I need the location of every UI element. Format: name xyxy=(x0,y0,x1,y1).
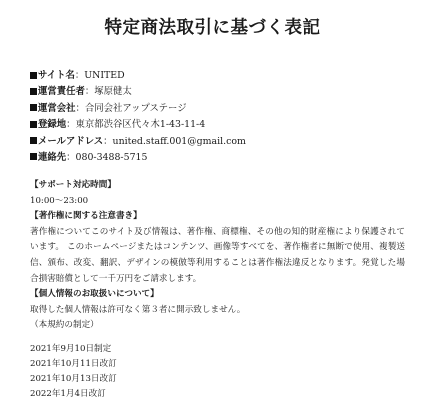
info-value: ：東京都渋谷区代々木1-43-11-4 xyxy=(66,119,206,131)
bullet-square-icon xyxy=(30,121,37,128)
info-label: 登録地 xyxy=(38,119,67,131)
bullet-square-icon xyxy=(30,153,37,160)
business-info-list xyxy=(30,68,410,166)
info-label: 運営責任者 xyxy=(38,86,85,98)
support-hours-heading: 【サポート対応時間】 xyxy=(30,180,116,190)
info-value: ：合同会社アップステージ xyxy=(75,102,187,114)
info-value: ：塚原健太 xyxy=(84,86,132,98)
revision-date: 2021年9月10日制定 xyxy=(30,344,112,354)
info-row-email xyxy=(30,134,410,150)
info-value: ：united.staff.001@gmail.com xyxy=(103,135,246,147)
copyright-heading: 【著作権に関する注意書き】 xyxy=(30,211,142,222)
page-title: 特定商法取引に基づく表記 xyxy=(104,18,321,38)
privacy-note: （本規約の制定） xyxy=(30,320,99,331)
revision-date: 2022年1月4日改訂 xyxy=(30,389,106,400)
info-row-phone xyxy=(30,150,410,166)
support-hours-text: 10:00～23:00 xyxy=(30,195,89,206)
info-row-address xyxy=(30,117,410,133)
info-value: ：080-3488-5715 xyxy=(66,151,148,163)
bullet-square-icon xyxy=(30,88,37,95)
info-value: ：UNITED xyxy=(74,70,125,81)
info-label: サイト名 xyxy=(38,70,75,81)
info-label: 運営会社 xyxy=(38,102,76,114)
privacy-text: 取得した個人情報は許可なく第３者に開示致しません。 xyxy=(30,304,246,315)
policy-body xyxy=(30,178,405,334)
bullet-square-icon xyxy=(30,104,37,111)
revision-date: 2021年10月13日改訂 xyxy=(30,374,117,385)
copyright-text: 著作権についてこのサイト及び情報は、著作権、商標権、その他の知的財産権により保護されています。 このホームページまたはコンテンツ、画像等すべてを、著作権者に無断で使用、複製送信、頒布、改変、翻訳、デザインの模倣等利用することは著作権法違反となります。発覚した場合損害賠償として一千万円をご請求します。 xyxy=(30,226,405,284)
privacy-heading: 【個人情報のお取扱いについて】 xyxy=(30,289,159,300)
revision-history xyxy=(30,342,117,402)
bullet-square-icon xyxy=(30,72,37,79)
info-label: 連絡先 xyxy=(38,151,67,163)
info-row-company xyxy=(30,101,410,117)
info-label: メールアドレス xyxy=(38,135,104,147)
info-row-manager xyxy=(30,84,410,100)
revision-date: 2021年10月11日改訂 xyxy=(30,359,117,370)
bullet-square-icon xyxy=(30,137,37,144)
info-row-site-name xyxy=(30,68,410,84)
